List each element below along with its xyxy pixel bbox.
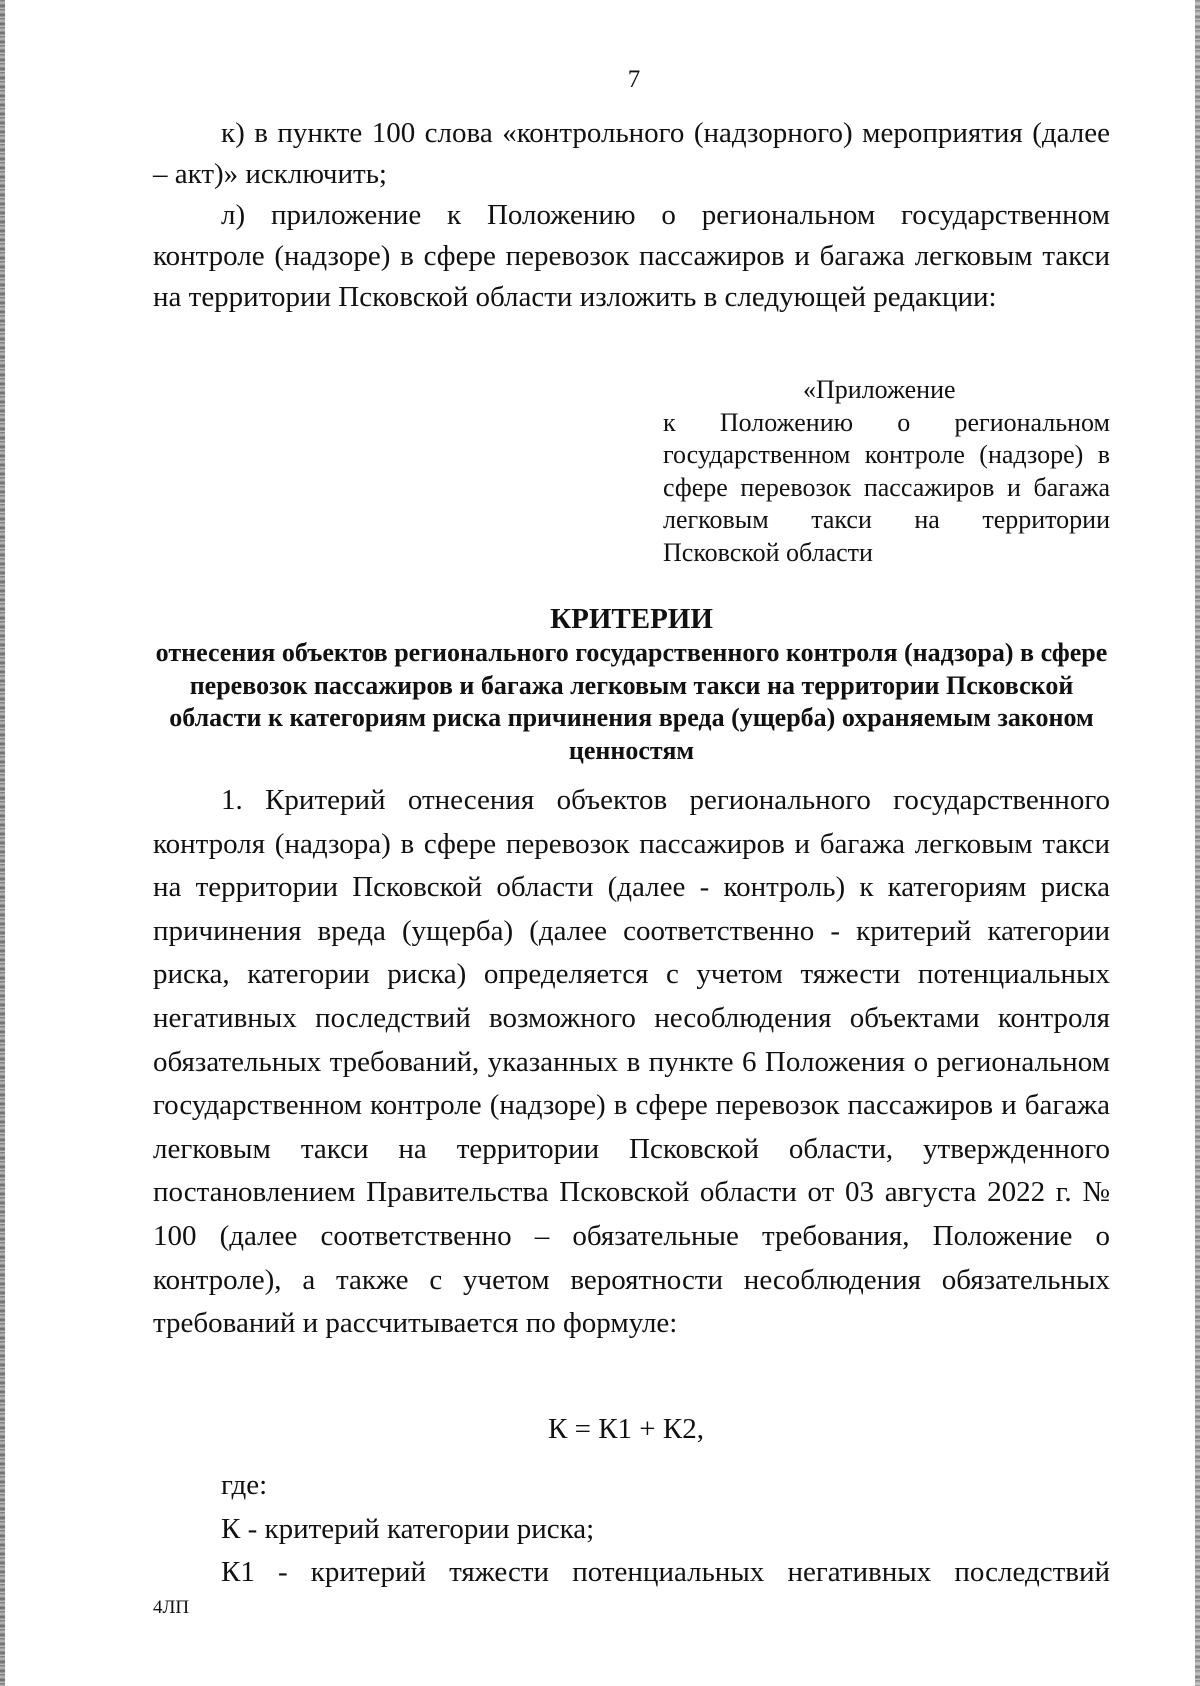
definition-k1: К1 - критерий тяжести потенциальных негативных последствий [221, 1556, 1110, 1589]
page-number: 7 [627, 66, 641, 93]
body-section [153, 779, 1110, 1346]
appendix-title: «Приложение [803, 375, 956, 404]
criteria-title-block [153, 603, 1110, 767]
appendix-note [663, 374, 1110, 569]
criteria-heading: КРИТЕРИИ [550, 603, 713, 635]
criteria-subheading: отнесения объектов регионального государственного контроля (надзора) в сфере перевозок пассажиров и багажа легковым такси на территории Псковской области к категориям риска причинения вреда (ущерба) охраняемым законом ценностям [155, 638, 1108, 765]
paragraph-l: л) приложение к Положению о региональном государственном контроле (надзоре) в сфере перевозок пассажиров и багажа легковым такси на территории Псковской области изложить в следующей редакции: [153, 199, 1110, 313]
definitions-section [153, 1464, 1110, 1595]
footer-code: 4ЛП [153, 1597, 190, 1618]
intro-section [153, 113, 1110, 318]
formula: К = К1 + К2, [548, 1413, 704, 1445]
definition-where: где: [221, 1469, 268, 1501]
paragraph-1: 1. Критерий отнесения объектов регионального государственного контроля (надзора) в сфере перевозок пассажиров и багажа легковым такси на территории Псковской области (далее - контроль) к категориям риска причинения вреда (ущерба) (далее соответственно - критерий категории риска, категории риска) определяется с учетом тяжести потенциальных негативных последствий возможного несоблюдения объектами контроля обязательных требований, указанных в пункте 6 Положения о региональном государственном контроле (надзоре) в сфере перевозок пассажиров и багажа легковым такси на территории Псковской области, утвержденного постановлением Правительства Псковской области от 03 августа 2022 г. № 100 (далее соответственно – обязательные требования, Положение о контроле), а также с учетом вероятности несоблюдения обязательных требований и рассчитывается по формуле: [153, 784, 1110, 1340]
scan-edge-left [0, 0, 5, 1686]
appendix-body: к Положению о региональном государственном контроле (надзоре) в сфере перевозок пассажиров и багажа легковым такси на территории Псковской области [663, 407, 1110, 567]
definition-k: К - критерий категории риска; [221, 1512, 595, 1545]
scan-edge-right [1195, 0, 1200, 1686]
paragraph-k: к) в пункте 100 слова «контрольного (надзорного) мероприятия (далее – акт)» исключить; [153, 117, 1110, 190]
